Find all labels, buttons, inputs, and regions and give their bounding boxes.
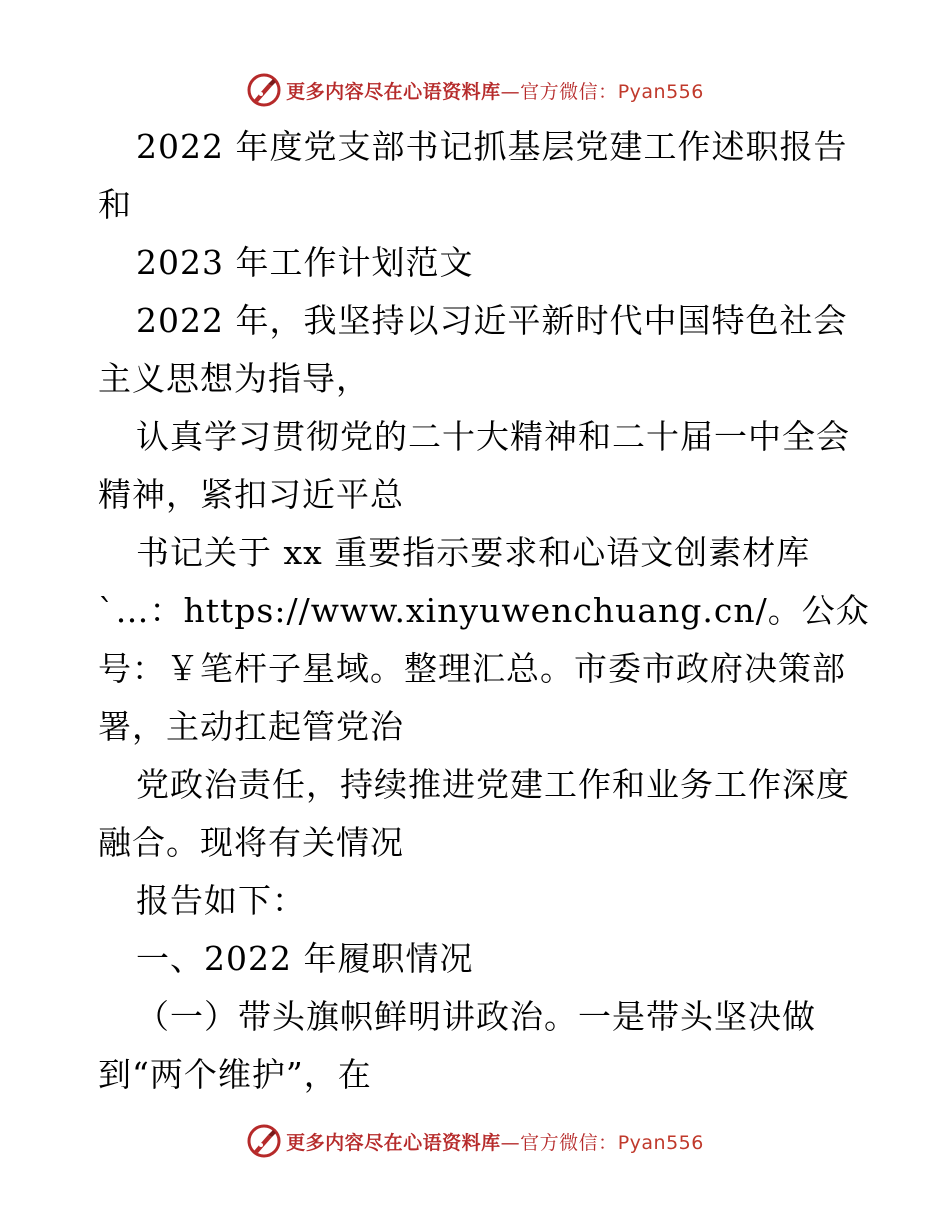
banner-text [286, 1128, 704, 1155]
document-line: （一）带头旗帜鲜明讲政治。一是带头坚决做 [136, 997, 816, 1036]
banner-wechat-id: Pyan556 [617, 80, 704, 103]
document-line: 认真学习贯彻党的二十大精神和二十届一中全会 [136, 417, 850, 456]
document-line: 一、2022 年履职情况 [136, 939, 474, 978]
banner-wechat-id: Pyan556 [617, 1131, 704, 1154]
banner-main-text: 更多内容尽在心语资料库 [286, 1131, 501, 1154]
pen-logo-icon [246, 72, 282, 108]
document-line: 署，主动扛起管党治 [98, 707, 404, 746]
banner-text [286, 77, 704, 104]
banner-dash: — [500, 1131, 521, 1154]
banner-dash: — [500, 80, 521, 103]
document-line: 精神，紧扣习近平总 [98, 475, 404, 514]
pen-logo-icon [246, 1123, 282, 1159]
banner-main-text: 更多内容尽在心语资料库 [286, 80, 501, 103]
document-line: `…：https://www.xinyuwenchuang.cn/。公众 [98, 591, 870, 630]
document-line: 融合。现将有关情况 [98, 823, 404, 862]
document-line: 号：￥笔杆子星域。整理汇总。市委市政府决策部 [98, 649, 846, 688]
header-banner [0, 70, 950, 110]
document-line: 报告如下： [136, 881, 306, 920]
document-line: 和 [98, 185, 132, 224]
document-body [98, 118, 868, 1104]
document-line: 2023 年工作计划范文 [136, 243, 474, 282]
banner-wechat-label: 官方微信： [520, 1131, 618, 1154]
document-line: 主义思想为指导， [98, 359, 370, 398]
document-line: 书记关于 xx 重要指示要求和心语文创素材库 [136, 533, 811, 572]
document-line: 党政治责任，持续推进党建工作和业务工作深度 [136, 765, 850, 804]
footer-banner [0, 1121, 950, 1161]
document-line: 到“两个维护”，在 [98, 1055, 372, 1094]
document-line: 2022 年，我坚持以习近平新时代中国特色社会 [136, 301, 848, 340]
document-line: 2022 年度党支部书记抓基层党建工作述职报告 [136, 127, 848, 166]
banner-wechat-label: 官方微信： [520, 80, 618, 103]
